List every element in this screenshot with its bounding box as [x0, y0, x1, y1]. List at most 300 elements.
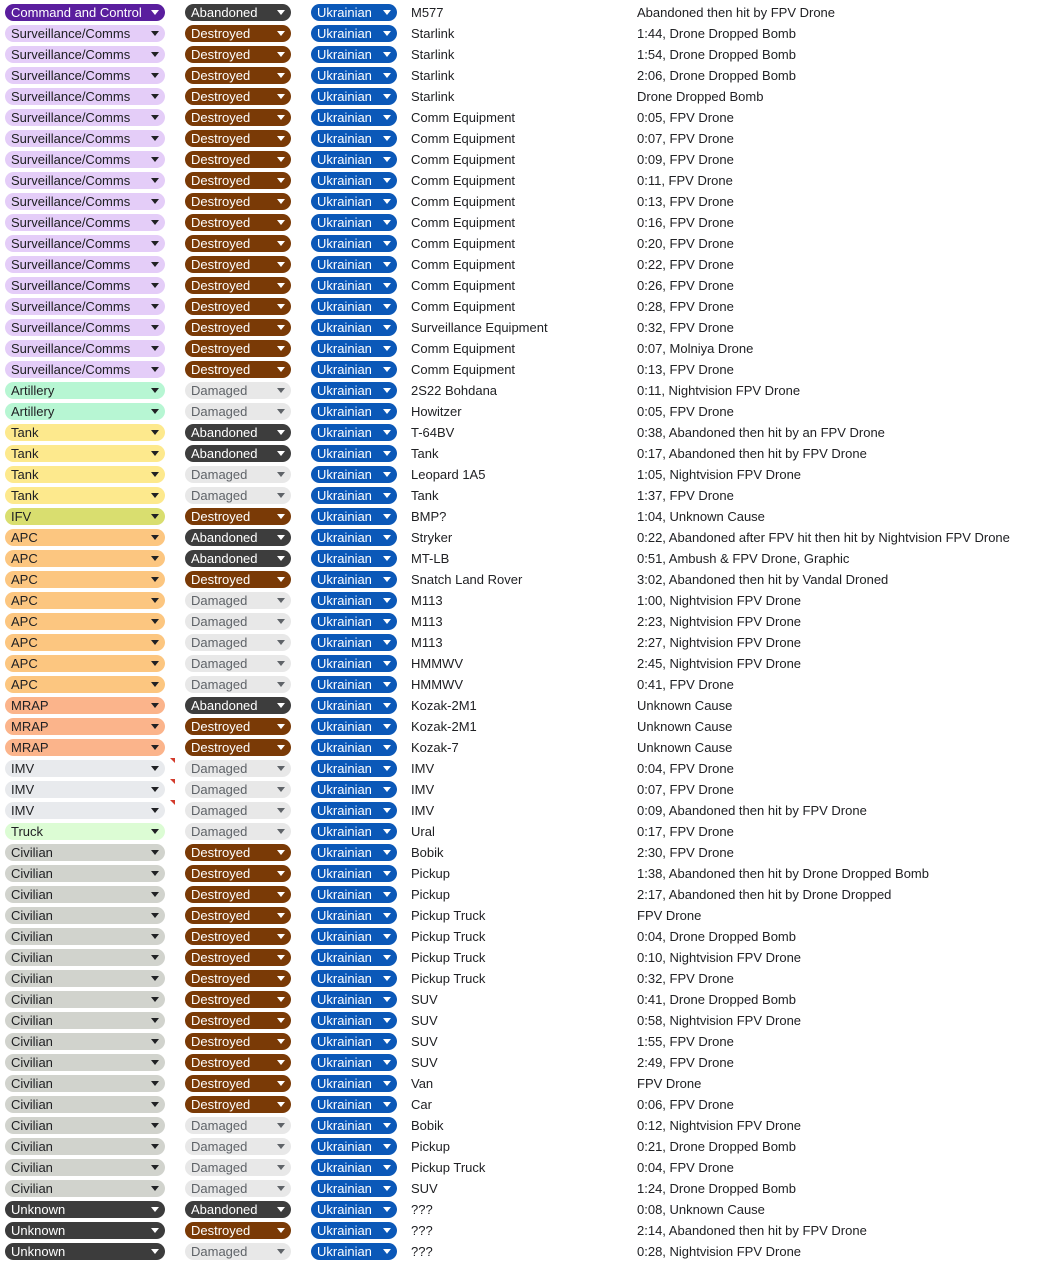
- status-dropdown[interactable]: [185, 466, 291, 483]
- equipment-cell[interactable]: Tank: [411, 446, 439, 461]
- side-dropdown[interactable]: [311, 781, 397, 798]
- category-dropdown[interactable]: [5, 508, 165, 525]
- category-dropdown[interactable]: [5, 1075, 165, 1092]
- side-dropdown[interactable]: [311, 991, 397, 1008]
- category-dropdown[interactable]: [5, 865, 165, 882]
- status-dropdown[interactable]: [185, 403, 291, 420]
- equipment-cell[interactable]: Starlink: [411, 26, 455, 41]
- details-cell[interactable]: 0:13, FPV Drone: [637, 194, 734, 209]
- equipment-cell[interactable]: Van: [411, 1076, 434, 1091]
- equipment-cell[interactable]: ???: [411, 1223, 433, 1238]
- details-cell[interactable]: 0:22, Abandoned after FPV hit then hit by Nightvision FPV Drone: [637, 530, 1010, 545]
- equipment-cell[interactable]: Comm Equipment: [411, 215, 516, 230]
- equipment-cell[interactable]: ???: [411, 1202, 433, 1217]
- side-dropdown[interactable]: [311, 1243, 397, 1260]
- equipment-cell[interactable]: T-64BV: [411, 425, 455, 440]
- note-indicator-icon[interactable]: [170, 800, 175, 805]
- category-dropdown[interactable]: [5, 613, 165, 630]
- status-dropdown[interactable]: [185, 1201, 291, 1218]
- category-dropdown[interactable]: [5, 424, 165, 441]
- side-dropdown[interactable]: [311, 466, 397, 483]
- equipment-cell[interactable]: M113: [411, 635, 443, 650]
- status-dropdown[interactable]: [185, 361, 291, 378]
- status-dropdown[interactable]: [185, 823, 291, 840]
- category-dropdown[interactable]: [5, 130, 165, 147]
- status-dropdown[interactable]: [185, 1180, 291, 1197]
- status-dropdown[interactable]: [185, 256, 291, 273]
- side-dropdown[interactable]: [311, 802, 397, 819]
- status-dropdown[interactable]: [185, 1096, 291, 1113]
- details-cell[interactable]: 2:14, Abandoned then hit by FPV Drone: [637, 1223, 867, 1238]
- details-cell[interactable]: 1:38, Abandoned then hit by Drone Dropped Bomb: [637, 866, 929, 881]
- side-dropdown[interactable]: [311, 592, 397, 609]
- status-dropdown[interactable]: [185, 949, 291, 966]
- category-dropdown[interactable]: [5, 1138, 165, 1155]
- equipment-cell[interactable]: Pickup Truck: [411, 908, 486, 923]
- side-dropdown[interactable]: [311, 739, 397, 756]
- details-cell[interactable]: 0:09, Abandoned then hit by FPV Drone: [637, 803, 867, 818]
- status-dropdown[interactable]: [185, 424, 291, 441]
- details-cell[interactable]: 0:58, Nightvision FPV Drone: [637, 1013, 802, 1028]
- category-dropdown[interactable]: [5, 193, 165, 210]
- category-dropdown[interactable]: [5, 67, 165, 84]
- status-dropdown[interactable]: [185, 844, 291, 861]
- details-cell[interactable]: 2:49, FPV Drone: [637, 1055, 734, 1070]
- side-dropdown[interactable]: [311, 445, 397, 462]
- details-cell[interactable]: Drone Dropped Bomb: [637, 89, 764, 104]
- category-dropdown[interactable]: [5, 256, 165, 273]
- side-dropdown[interactable]: [311, 4, 397, 21]
- details-cell[interactable]: 1:54, Drone Dropped Bomb: [637, 47, 796, 62]
- side-dropdown[interactable]: [311, 1180, 397, 1197]
- side-dropdown[interactable]: [311, 88, 397, 105]
- details-cell[interactable]: 0:04, FPV Drone: [637, 761, 734, 776]
- side-dropdown[interactable]: [311, 151, 397, 168]
- category-dropdown[interactable]: [5, 844, 165, 861]
- equipment-cell[interactable]: SUV: [411, 992, 438, 1007]
- details-cell[interactable]: 0:10, Nightvision FPV Drone: [637, 950, 802, 965]
- side-dropdown[interactable]: [311, 46, 397, 63]
- category-dropdown[interactable]: [5, 361, 165, 378]
- equipment-cell[interactable]: Starlink: [411, 68, 455, 83]
- equipment-cell[interactable]: Comm Equipment: [411, 131, 516, 146]
- details-cell[interactable]: 0:51, Ambush & FPV Drone, Graphic: [637, 551, 850, 566]
- status-dropdown[interactable]: [185, 781, 291, 798]
- side-dropdown[interactable]: [311, 1159, 397, 1176]
- category-dropdown[interactable]: [5, 466, 165, 483]
- details-cell[interactable]: 0:08, Unknown Cause: [637, 1202, 765, 1217]
- side-dropdown[interactable]: [311, 718, 397, 735]
- category-dropdown[interactable]: [5, 802, 165, 819]
- equipment-cell[interactable]: Kozak-2M1: [411, 719, 477, 734]
- status-dropdown[interactable]: [185, 1054, 291, 1071]
- category-dropdown[interactable]: [5, 214, 165, 231]
- side-dropdown[interactable]: [311, 970, 397, 987]
- side-dropdown[interactable]: [311, 214, 397, 231]
- side-dropdown[interactable]: [311, 235, 397, 252]
- equipment-cell[interactable]: Pickup Truck: [411, 950, 486, 965]
- details-cell[interactable]: 0:16, FPV Drone: [637, 215, 734, 230]
- equipment-cell[interactable]: Comm Equipment: [411, 257, 516, 272]
- side-dropdown[interactable]: [311, 277, 397, 294]
- category-dropdown[interactable]: [5, 634, 165, 651]
- status-dropdown[interactable]: [185, 445, 291, 462]
- details-cell[interactable]: 1:00, Nightvision FPV Drone: [637, 593, 802, 608]
- side-dropdown[interactable]: [311, 1012, 397, 1029]
- details-cell[interactable]: 2:23, Nightvision FPV Drone: [637, 614, 802, 629]
- details-cell[interactable]: FPV Drone: [637, 908, 702, 923]
- side-dropdown[interactable]: [311, 865, 397, 882]
- status-dropdown[interactable]: [185, 1138, 291, 1155]
- status-dropdown[interactable]: [185, 172, 291, 189]
- category-dropdown[interactable]: [5, 718, 165, 735]
- details-cell[interactable]: 0:28, FPV Drone: [637, 299, 734, 314]
- category-dropdown[interactable]: [5, 991, 165, 1008]
- details-cell[interactable]: 0:06, FPV Drone: [637, 1097, 734, 1112]
- equipment-cell[interactable]: IMV: [411, 803, 435, 818]
- details-cell[interactable]: 1:05, Nightvision FPV Drone: [637, 467, 802, 482]
- category-dropdown[interactable]: [5, 298, 165, 315]
- equipment-cell[interactable]: Car: [411, 1097, 432, 1112]
- status-dropdown[interactable]: [185, 340, 291, 357]
- details-cell[interactable]: Unknown Cause: [637, 719, 733, 734]
- equipment-cell[interactable]: Pickup: [411, 866, 451, 881]
- equipment-cell[interactable]: Comm Equipment: [411, 299, 516, 314]
- equipment-cell[interactable]: Comm Equipment: [411, 110, 516, 125]
- category-dropdown[interactable]: [5, 445, 165, 462]
- equipment-cell[interactable]: HMMWV: [411, 677, 463, 692]
- side-dropdown[interactable]: [311, 1075, 397, 1092]
- status-dropdown[interactable]: [185, 298, 291, 315]
- details-cell[interactable]: 0:04, Drone Dropped Bomb: [637, 929, 796, 944]
- status-dropdown[interactable]: [185, 571, 291, 588]
- equipment-cell[interactable]: Starlink: [411, 89, 455, 104]
- equipment-cell[interactable]: Pickup Truck: [411, 971, 486, 986]
- category-dropdown[interactable]: [5, 1096, 165, 1113]
- equipment-cell[interactable]: SUV: [411, 1013, 438, 1028]
- side-dropdown[interactable]: [311, 25, 397, 42]
- side-dropdown[interactable]: [311, 676, 397, 693]
- side-dropdown[interactable]: [311, 298, 397, 315]
- details-cell[interactable]: 0:28, Nightvision FPV Drone: [637, 1244, 802, 1259]
- category-dropdown[interactable]: [5, 655, 165, 672]
- details-cell[interactable]: Unknown Cause: [637, 698, 733, 713]
- status-dropdown[interactable]: [185, 1222, 291, 1239]
- status-dropdown[interactable]: [185, 319, 291, 336]
- details-cell[interactable]: Unknown Cause: [637, 740, 733, 755]
- category-dropdown[interactable]: [5, 697, 165, 714]
- details-cell[interactable]: 0:12, Nightvision FPV Drone: [637, 1118, 802, 1133]
- status-dropdown[interactable]: [185, 655, 291, 672]
- category-dropdown[interactable]: [5, 151, 165, 168]
- side-dropdown[interactable]: [311, 1033, 397, 1050]
- side-dropdown[interactable]: [311, 256, 397, 273]
- details-cell[interactable]: 0:21, Drone Dropped Bomb: [637, 1139, 796, 1154]
- equipment-cell[interactable]: SUV: [411, 1034, 438, 1049]
- details-cell[interactable]: 0:32, FPV Drone: [637, 320, 734, 335]
- status-dropdown[interactable]: [185, 130, 291, 147]
- details-cell[interactable]: 1:55, FPV Drone: [637, 1034, 734, 1049]
- side-dropdown[interactable]: [311, 193, 397, 210]
- details-cell[interactable]: 0:13, FPV Drone: [637, 362, 734, 377]
- category-dropdown[interactable]: [5, 781, 165, 798]
- side-dropdown[interactable]: [311, 697, 397, 714]
- category-dropdown[interactable]: [5, 970, 165, 987]
- side-dropdown[interactable]: [311, 508, 397, 525]
- category-dropdown[interactable]: [5, 487, 165, 504]
- side-dropdown[interactable]: [311, 172, 397, 189]
- category-dropdown[interactable]: [5, 949, 165, 966]
- details-cell[interactable]: 0:26, FPV Drone: [637, 278, 734, 293]
- equipment-cell[interactable]: HMMWV: [411, 656, 463, 671]
- equipment-cell[interactable]: Comm Equipment: [411, 173, 516, 188]
- equipment-cell[interactable]: Comm Equipment: [411, 152, 516, 167]
- category-dropdown[interactable]: [5, 46, 165, 63]
- details-cell[interactable]: 0:05, FPV Drone: [637, 404, 734, 419]
- side-dropdown[interactable]: [311, 907, 397, 924]
- details-cell[interactable]: Abandoned then hit by FPV Drone: [637, 5, 836, 20]
- status-dropdown[interactable]: [185, 508, 291, 525]
- details-cell[interactable]: 2:30, FPV Drone: [637, 845, 734, 860]
- side-dropdown[interactable]: [311, 67, 397, 84]
- details-cell[interactable]: 2:45, Nightvision FPV Drone: [637, 656, 802, 671]
- side-dropdown[interactable]: [311, 949, 397, 966]
- details-cell[interactable]: 1:24, Drone Dropped Bomb: [637, 1181, 796, 1196]
- category-dropdown[interactable]: [5, 1180, 165, 1197]
- note-indicator-icon[interactable]: [170, 779, 175, 784]
- status-dropdown[interactable]: [185, 592, 291, 609]
- equipment-cell[interactable]: M577: [411, 5, 444, 20]
- details-cell[interactable]: 0:22, FPV Drone: [637, 257, 734, 272]
- details-cell[interactable]: 0:32, FPV Drone: [637, 971, 734, 986]
- equipment-cell[interactable]: Pickup Truck: [411, 1160, 486, 1175]
- category-dropdown[interactable]: [5, 550, 165, 567]
- status-dropdown[interactable]: [185, 760, 291, 777]
- status-dropdown[interactable]: [185, 1243, 291, 1260]
- details-cell[interactable]: 0:05, FPV Drone: [637, 110, 734, 125]
- side-dropdown[interactable]: [311, 823, 397, 840]
- side-dropdown[interactable]: [311, 487, 397, 504]
- status-dropdown[interactable]: [185, 634, 291, 651]
- equipment-cell[interactable]: Comm Equipment: [411, 362, 516, 377]
- equipment-cell[interactable]: M113: [411, 614, 443, 629]
- category-dropdown[interactable]: [5, 403, 165, 420]
- status-dropdown[interactable]: [185, 802, 291, 819]
- details-cell[interactable]: 0:41, Drone Dropped Bomb: [637, 992, 796, 1007]
- equipment-cell[interactable]: Ural: [411, 824, 435, 839]
- status-dropdown[interactable]: [185, 865, 291, 882]
- details-cell[interactable]: 0:07, Molniya Drone: [637, 341, 754, 356]
- details-cell[interactable]: FPV Drone: [637, 1076, 702, 1091]
- details-cell[interactable]: 0:07, FPV Drone: [637, 782, 734, 797]
- details-cell[interactable]: 0:20, FPV Drone: [637, 236, 734, 251]
- status-dropdown[interactable]: [185, 4, 291, 21]
- equipment-cell[interactable]: SUV: [411, 1181, 438, 1196]
- side-dropdown[interactable]: [311, 655, 397, 672]
- details-cell[interactable]: 2:17, Abandoned then hit by Drone Dropped: [637, 887, 892, 902]
- equipment-cell[interactable]: Comm Equipment: [411, 341, 516, 356]
- details-cell[interactable]: 0:07, FPV Drone: [637, 131, 734, 146]
- side-dropdown[interactable]: [311, 529, 397, 546]
- status-dropdown[interactable]: [185, 928, 291, 945]
- status-dropdown[interactable]: [185, 907, 291, 924]
- note-indicator-icon[interactable]: [170, 758, 175, 763]
- category-dropdown[interactable]: [5, 886, 165, 903]
- equipment-cell[interactable]: 2S22 Bohdana: [411, 383, 498, 398]
- equipment-cell[interactable]: BMP?: [411, 509, 447, 524]
- side-dropdown[interactable]: [311, 613, 397, 630]
- details-cell[interactable]: 0:11, Nightvision FPV Drone: [637, 383, 801, 398]
- equipment-cell[interactable]: Snatch Land Rover: [411, 572, 523, 587]
- side-dropdown[interactable]: [311, 382, 397, 399]
- equipment-cell[interactable]: Howitzer: [411, 404, 462, 419]
- equipment-cell[interactable]: Bobik: [411, 1118, 444, 1133]
- status-dropdown[interactable]: [185, 697, 291, 714]
- equipment-cell[interactable]: Comm Equipment: [411, 194, 516, 209]
- category-dropdown[interactable]: [5, 676, 165, 693]
- equipment-cell[interactable]: SUV: [411, 1055, 438, 1070]
- side-dropdown[interactable]: [311, 1222, 397, 1239]
- equipment-cell[interactable]: IMV: [411, 761, 435, 776]
- side-dropdown[interactable]: [311, 634, 397, 651]
- equipment-cell[interactable]: Pickup: [411, 1139, 451, 1154]
- category-dropdown[interactable]: [5, 1054, 165, 1071]
- equipment-cell[interactable]: Comm Equipment: [411, 236, 516, 251]
- category-dropdown[interactable]: [5, 739, 165, 756]
- status-dropdown[interactable]: [185, 676, 291, 693]
- equipment-cell[interactable]: Leopard 1A5: [411, 467, 486, 482]
- equipment-cell[interactable]: Starlink: [411, 47, 455, 62]
- equipment-cell[interactable]: IMV: [411, 782, 435, 797]
- category-dropdown[interactable]: [5, 928, 165, 945]
- status-dropdown[interactable]: [185, 613, 291, 630]
- status-dropdown[interactable]: [185, 487, 291, 504]
- equipment-cell[interactable]: Bobik: [411, 845, 444, 860]
- equipment-cell[interactable]: Tank: [411, 488, 439, 503]
- status-dropdown[interactable]: [185, 1075, 291, 1092]
- equipment-cell[interactable]: Pickup: [411, 887, 451, 902]
- side-dropdown[interactable]: [311, 361, 397, 378]
- side-dropdown[interactable]: [311, 928, 397, 945]
- status-dropdown[interactable]: [185, 970, 291, 987]
- category-dropdown[interactable]: [5, 1159, 165, 1176]
- category-dropdown[interactable]: [5, 277, 165, 294]
- status-dropdown[interactable]: [185, 67, 291, 84]
- side-dropdown[interactable]: [311, 760, 397, 777]
- side-dropdown[interactable]: [311, 109, 397, 126]
- category-dropdown[interactable]: [5, 340, 165, 357]
- side-dropdown[interactable]: [311, 130, 397, 147]
- details-cell[interactable]: 0:41, FPV Drone: [637, 677, 734, 692]
- category-dropdown[interactable]: [5, 760, 165, 777]
- details-cell[interactable]: 0:04, FPV Drone: [637, 1160, 734, 1175]
- status-dropdown[interactable]: [185, 151, 291, 168]
- status-dropdown[interactable]: [185, 193, 291, 210]
- details-cell[interactable]: 0:17, FPV Drone: [637, 824, 734, 839]
- side-dropdown[interactable]: [311, 1096, 397, 1113]
- side-dropdown[interactable]: [311, 571, 397, 588]
- category-dropdown[interactable]: [5, 1012, 165, 1029]
- equipment-cell[interactable]: Surveillance Equipment: [411, 320, 548, 335]
- category-dropdown[interactable]: [5, 592, 165, 609]
- status-dropdown[interactable]: [185, 886, 291, 903]
- category-dropdown[interactable]: [5, 235, 165, 252]
- status-dropdown[interactable]: [185, 1033, 291, 1050]
- status-dropdown[interactable]: [185, 277, 291, 294]
- status-dropdown[interactable]: [185, 382, 291, 399]
- status-dropdown[interactable]: [185, 1012, 291, 1029]
- side-dropdown[interactable]: [311, 319, 397, 336]
- status-dropdown[interactable]: [185, 25, 291, 42]
- category-dropdown[interactable]: [5, 4, 165, 21]
- category-dropdown[interactable]: [5, 907, 165, 924]
- side-dropdown[interactable]: [311, 403, 397, 420]
- details-cell[interactable]: 1:44, Drone Dropped Bomb: [637, 26, 796, 41]
- status-dropdown[interactable]: [185, 46, 291, 63]
- equipment-cell[interactable]: Pickup Truck: [411, 929, 486, 944]
- side-dropdown[interactable]: [311, 886, 397, 903]
- status-dropdown[interactable]: [185, 991, 291, 1008]
- details-cell[interactable]: 0:17, Abandoned then hit by FPV Drone: [637, 446, 867, 461]
- category-dropdown[interactable]: [5, 1117, 165, 1134]
- category-dropdown[interactable]: [5, 25, 165, 42]
- equipment-cell[interactable]: Kozak-7: [411, 740, 459, 755]
- equipment-cell[interactable]: M113: [411, 593, 443, 608]
- details-cell[interactable]: 1:04, Unknown Cause: [637, 509, 765, 524]
- details-cell[interactable]: 1:37, FPV Drone: [637, 488, 734, 503]
- category-dropdown[interactable]: [5, 382, 165, 399]
- side-dropdown[interactable]: [311, 1117, 397, 1134]
- details-cell[interactable]: 0:11, FPV Drone: [637, 173, 733, 188]
- status-dropdown[interactable]: [185, 214, 291, 231]
- status-dropdown[interactable]: [185, 550, 291, 567]
- status-dropdown[interactable]: [185, 739, 291, 756]
- equipment-cell[interactable]: Kozak-2M1: [411, 698, 477, 713]
- status-dropdown[interactable]: [185, 88, 291, 105]
- category-dropdown[interactable]: [5, 1201, 165, 1218]
- details-cell[interactable]: 2:27, Nightvision FPV Drone: [637, 635, 802, 650]
- equipment-cell[interactable]: Stryker: [411, 530, 453, 545]
- details-cell[interactable]: 3:02, Abandoned then hit by Vandal Droned: [637, 572, 889, 587]
- side-dropdown[interactable]: [311, 1201, 397, 1218]
- side-dropdown[interactable]: [311, 1138, 397, 1155]
- side-dropdown[interactable]: [311, 340, 397, 357]
- side-dropdown[interactable]: [311, 424, 397, 441]
- category-dropdown[interactable]: [5, 571, 165, 588]
- category-dropdown[interactable]: [5, 1243, 165, 1260]
- side-dropdown[interactable]: [311, 550, 397, 567]
- category-dropdown[interactable]: [5, 319, 165, 336]
- equipment-cell[interactable]: Comm Equipment: [411, 278, 516, 293]
- equipment-cell[interactable]: MT-LB: [411, 551, 450, 566]
- side-dropdown[interactable]: [311, 844, 397, 861]
- category-dropdown[interactable]: [5, 1222, 165, 1239]
- side-dropdown[interactable]: [311, 1054, 397, 1071]
- status-dropdown[interactable]: [185, 1159, 291, 1176]
- category-dropdown[interactable]: [5, 88, 165, 105]
- category-dropdown[interactable]: [5, 1033, 165, 1050]
- status-dropdown[interactable]: [185, 1117, 291, 1134]
- category-dropdown[interactable]: [5, 529, 165, 546]
- details-cell[interactable]: 0:38, Abandoned then hit by an FPV Drone: [637, 425, 885, 440]
- category-dropdown[interactable]: [5, 172, 165, 189]
- status-dropdown[interactable]: [185, 109, 291, 126]
- status-dropdown[interactable]: [185, 235, 291, 252]
- equipment-cell[interactable]: ???: [411, 1244, 433, 1259]
- category-dropdown[interactable]: [5, 823, 165, 840]
- details-cell[interactable]: 0:09, FPV Drone: [637, 152, 734, 167]
- details-cell[interactable]: 2:06, Drone Dropped Bomb: [637, 68, 796, 83]
